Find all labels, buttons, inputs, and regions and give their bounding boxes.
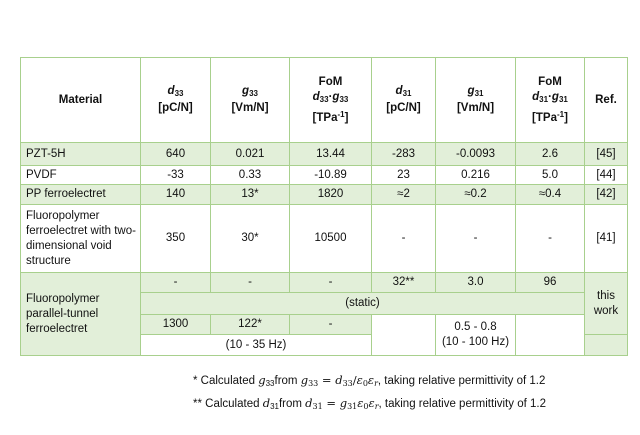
cell-fom33: -10.89 — [290, 166, 372, 185]
g31-range: 0.5 - 0.8 — [454, 321, 497, 333]
header-d31: $d_{31}$ [pC/N] — [372, 58, 436, 143]
cell-g31: ≈0.2 — [436, 185, 516, 205]
footnote-g33-prefix: * Calculated — [193, 375, 259, 387]
cell-d31: 23 — [372, 166, 436, 185]
header-d33: $d_{33}$ [pC/N] — [141, 58, 211, 143]
cell-d33: 640 — [141, 143, 211, 166]
cell-g31: - — [436, 205, 516, 273]
table-row — [21, 166, 628, 185]
cell-g33: 0.33 — [211, 166, 290, 185]
cell-ref: [42] — [585, 185, 628, 205]
cell-fom33: - — [290, 273, 372, 293]
header-fom33-unit-close: ] — [344, 111, 349, 124]
static-label: (static) — [141, 293, 585, 315]
footnote-d31-symbol-sub: 31 — [270, 402, 279, 411]
cell-material-this-work: Fluoropolymer parallel-tunnel ferroelectret — [21, 273, 141, 356]
footnote-g33-formula: g — [300, 373, 309, 387]
cell-d33: 140 — [141, 185, 211, 205]
cell-d33: - — [141, 273, 211, 293]
footnote-d31-formula: d — [305, 396, 313, 410]
cell-d33: 1300 — [141, 315, 211, 335]
cell-d31-empty — [372, 315, 436, 356]
cell-ref: [41] — [585, 205, 628, 273]
cell-d31: ≈2 — [372, 185, 436, 205]
cell-d33: -33 — [141, 166, 211, 185]
footnote-g33-symbol-sub: 33 — [265, 379, 275, 388]
header-ref: Ref. — [585, 58, 628, 143]
cell-d31: 32** — [372, 273, 436, 293]
freq-33: (10 - 35 Hz) — [141, 335, 372, 356]
footnote-g33-suffix: , taking relative permittivity of 1.2 — [377, 375, 546, 387]
cell-g33: - — [211, 273, 290, 293]
header-fom31-unit-close: ] — [564, 111, 568, 124]
header-d31-unit: [pC/N] — [386, 102, 421, 114]
cell-g31: 0.216 — [436, 166, 516, 185]
cell-material: PP ferroelectret — [21, 185, 141, 205]
footnote-d31-prefix: ** Calculated — [193, 398, 263, 410]
cell-fom31: ≈0.4 — [516, 185, 585, 205]
cell-fom33: 13.44 — [290, 143, 372, 166]
cell-d31: - — [372, 205, 436, 273]
footnote-g33-symbol: g — [258, 373, 266, 387]
freq-31: (10 - 100 Hz) — [441, 336, 510, 348]
cell-ref-this-work: this work — [585, 273, 628, 335]
materials-comparison-table — [20, 57, 628, 356]
header-g33: $g_{33}$ [Vm/N] — [211, 58, 290, 143]
this-work-static-row — [21, 273, 628, 293]
header-g31-unit: [Vm/N] — [456, 102, 495, 114]
header-fom33-unit: [TPa — [312, 111, 338, 124]
header-fom31: FoM $d_{31}\cdot g_{31}$ [TPa$^{-1}$] — [516, 58, 585, 143]
header-fom31-unit: [TPa — [532, 111, 557, 124]
header-g31: $g_{31}$ [Vm/N] — [436, 58, 516, 143]
footnote-g33: * Calculated g33from g33 = d33/ε0εr, taking relative permittivity of 1.2 — [193, 373, 546, 388]
cell-material: PVDF — [21, 166, 141, 185]
footnote-d31-symbol: d — [262, 396, 271, 410]
header-fom31-unit-exp: -1 — [556, 109, 565, 119]
header-d33-unit: [pC/N] — [158, 102, 193, 114]
table-row — [21, 205, 628, 273]
cell-ref-filler — [585, 335, 628, 356]
cell-fom33: 10500 — [290, 205, 372, 273]
cell-fom33: 1820 — [290, 185, 372, 205]
header-g33-unit: [Vm/N] — [231, 102, 269, 114]
header-fom33-unit-exp: -1 — [337, 109, 345, 119]
cell-fom31: - — [516, 205, 585, 273]
cell-g31: 3.0 — [436, 273, 516, 293]
cell-fom31: 5.0 — [516, 166, 585, 185]
header-fom31-title: FoM — [538, 75, 562, 88]
cell-g31-dynamic — [436, 315, 516, 356]
footnote-d31: ** Calculated d31from d31 = g31ε0εr, taking relative permittivity of 1.2 — [193, 396, 546, 411]
cell-fom31: 96 — [516, 273, 585, 293]
footnote-d31-from: from — [278, 398, 306, 410]
footnote-g33-from: from — [274, 375, 301, 387]
header-material: Material — [21, 58, 141, 143]
cell-g33: 13* — [211, 185, 290, 205]
header-row — [21, 58, 628, 143]
cell-g33: 122* — [211, 315, 290, 335]
cell-fom33: - — [290, 315, 372, 335]
footnote-d31-suffix: , taking relative permittivity of 1.2 — [378, 398, 546, 410]
table-row — [21, 143, 628, 166]
header-fom33-title: FoM — [318, 75, 343, 88]
cell-d33: 350 — [141, 205, 211, 273]
header-fom33: FoM $d_{33}\cdot g_{33}$ [TPa$^{-1}$] — [290, 58, 372, 143]
cell-fom31: 2.6 — [516, 143, 585, 166]
cell-d31: -283 — [372, 143, 436, 166]
cell-material: PZT-5H — [21, 143, 141, 166]
cell-g31: -0.0093 — [436, 143, 516, 166]
table-row — [21, 185, 628, 205]
cell-g33: 30* — [211, 205, 290, 273]
cell-ref: [44] — [585, 166, 628, 185]
cell-g33: 0.021 — [211, 143, 290, 166]
cell-material: Fluoropolymer ferroelectret with two-dimensional void structure — [21, 205, 141, 273]
cell-ref: [45] — [585, 143, 628, 166]
cell-fom31-empty — [516, 315, 585, 356]
